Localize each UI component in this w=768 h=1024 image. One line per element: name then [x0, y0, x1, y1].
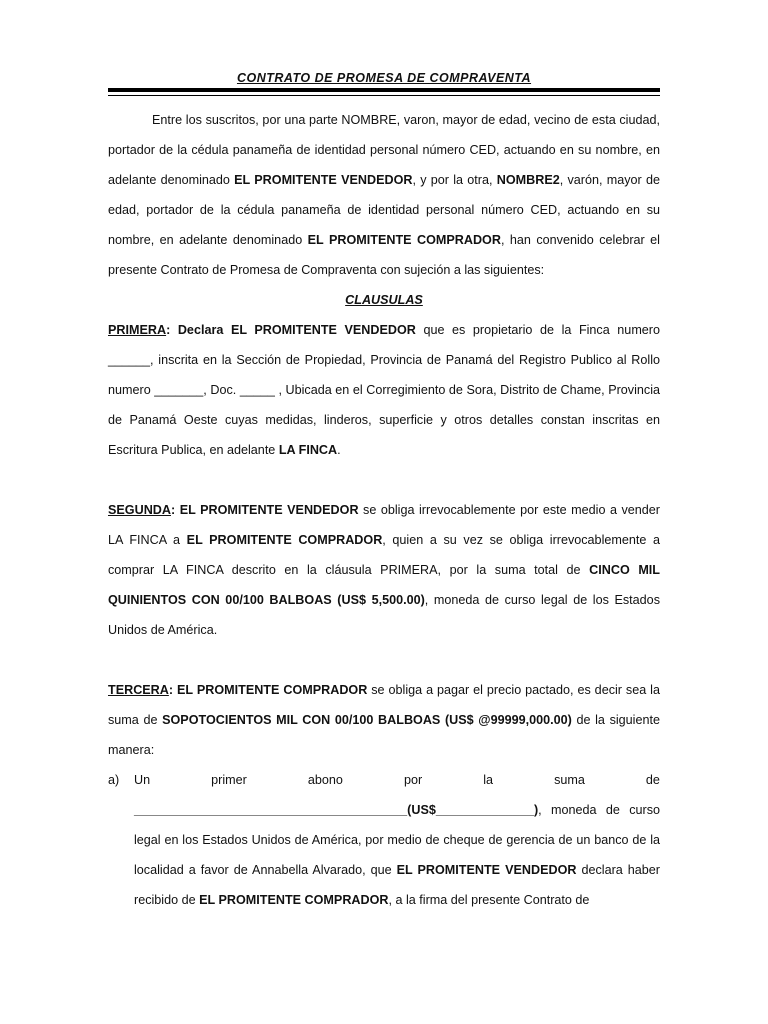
primera-bold-finca: LA FINCA: [278, 443, 338, 457]
tercera-bold-comprador: EL PROMITENTE COMPRADOR: [177, 683, 368, 697]
segunda-bold-comprador: EL PROMITENTE COMPRADOR: [186, 533, 383, 547]
item-a-word: por: [403, 773, 423, 787]
tercera-bold-amount: SOPOTOCIENTOS MIL CON 00/100 BALBOAS (US$ @99999,000.00): [162, 713, 572, 727]
item-a-word: Un: [134, 773, 151, 787]
intro-text-4: , han convenido celebrar el presente Contrato de Promesa de Compraventa con sujeción a las siguientes:: [108, 233, 660, 277]
item-a-label: a): [108, 773, 120, 787]
list-item-a: [108, 765, 660, 915]
contract-title: CONTRATO DE PROMESA DE COMPRAVENTA: [236, 71, 532, 85]
segunda-label: SEGUNDA: [108, 503, 171, 517]
item-a-word: de: [645, 773, 660, 787]
primera-label: PRIMERA: [108, 323, 167, 337]
item-a-us-open: (US$: [407, 803, 436, 817]
primera-text-3: .: [337, 443, 341, 457]
item-a-text-3: , a la firma del presente Contrato de: [388, 893, 590, 907]
item-a-text-1: , moneda de curso legal en los Estados Unidos de América, por medio de cheque de gerencia de un banco de la localidad a favor de Annabella Alvarado, que: [134, 803, 660, 877]
item-a-bold-comprador: EL PROMITENTE COMPRADOR: [199, 893, 389, 907]
intro-paragraph: [108, 105, 660, 285]
title-rule-thick: [108, 88, 660, 92]
item-a-first-line: [134, 765, 660, 795]
primera-text-2: que es propietario de la Finca numero ______, inscrita en la Sección de Propiedad, Provincia de Panamá del Registro Publico al Rollo numero _______, Doc. _____ , Ubicada en el Corregimiento de Sora, Distrito de Chame, Provincia de Panamá Oeste cuyas medidas, linderos, superficie y otros detalles constan inscritas en Escritura Publica, en adelante: [108, 323, 661, 457]
clause-tercera: [108, 675, 660, 765]
tercera-text-1: :: [168, 683, 178, 697]
clausulas-heading-line: [108, 285, 660, 315]
primera-bold-vendedor: EL PROMITENTE VENDEDOR: [230, 323, 416, 337]
intro-bold-nombre2: NOMBRE2: [496, 173, 560, 187]
segunda-bold-vendedor: EL PROMITENTE VENDEDOR: [179, 503, 359, 517]
intro-text-2: , y por la otra,: [412, 173, 497, 187]
clause-primera: [108, 315, 660, 465]
item-a-word: abono: [307, 773, 343, 787]
spacer: [108, 645, 660, 675]
item-a-body: [134, 765, 660, 915]
item-a-blank-amount: _______________________________________: [134, 803, 408, 817]
item-a-word: suma: [554, 773, 585, 787]
item-a-word: primer: [211, 773, 247, 787]
segunda-text-4: , moneda de curso legal de los Estados Unidos de América.: [108, 593, 660, 637]
segunda-bold-amount: CINCO MIL QUINIENTOS CON 00/100 BALBOAS (US$ 5,500.00): [108, 563, 660, 607]
item-a-text: [134, 795, 660, 915]
clausulas-heading: CLAUSULAS: [345, 293, 423, 307]
segunda-text-1: :: [170, 503, 180, 517]
item-a-text-2: declara haber recibido de: [134, 863, 661, 907]
item-a-us-close: ): [533, 803, 539, 817]
item-a-blank-usd: ______________: [435, 803, 534, 817]
contract-body: [108, 105, 660, 915]
segunda-text-3: , quien a su vez se obliga irrevocablemente a comprar LA FINCA descrito en la cláusula PRIMERA, por la suma total de: [108, 533, 660, 577]
item-a-bold-vendedor: EL PROMITENTE VENDEDOR: [396, 863, 577, 877]
intro-bold-vendedor: EL PROMITENTE VENDEDOR: [234, 173, 413, 187]
intro-text-1: Entre los suscritos, por una parte NOMBRE, varon, mayor de edad, vecino de esta ciudad, portador de la cédula panameña de identidad personal número CED, actuando en su nombre, en adelante denominado: [108, 113, 660, 187]
clause-segunda: [108, 495, 660, 645]
segunda-text-2: se obliga irrevocablemente por este medio a vender LA FINCA a: [108, 503, 660, 547]
spacer: [108, 465, 660, 495]
primera-text-1: : Declara: [166, 323, 231, 337]
tercera-label: TERCERA: [108, 683, 169, 697]
title-rule-thin: [108, 95, 660, 96]
tercera-text-3: de la siguiente manera:: [108, 713, 660, 757]
tercera-text-2: se obliga a pagar el precio pactado, es decir sea la suma de: [108, 683, 660, 727]
item-a-word: la: [483, 773, 494, 787]
intro-bold-comprador: EL PROMITENTE COMPRADOR: [307, 233, 501, 247]
intro-text-3: , varón, mayor de edad, portador de la cédula panameña de identidad personal número CED, actuando en su nombre, en adelante denominado: [108, 173, 660, 247]
